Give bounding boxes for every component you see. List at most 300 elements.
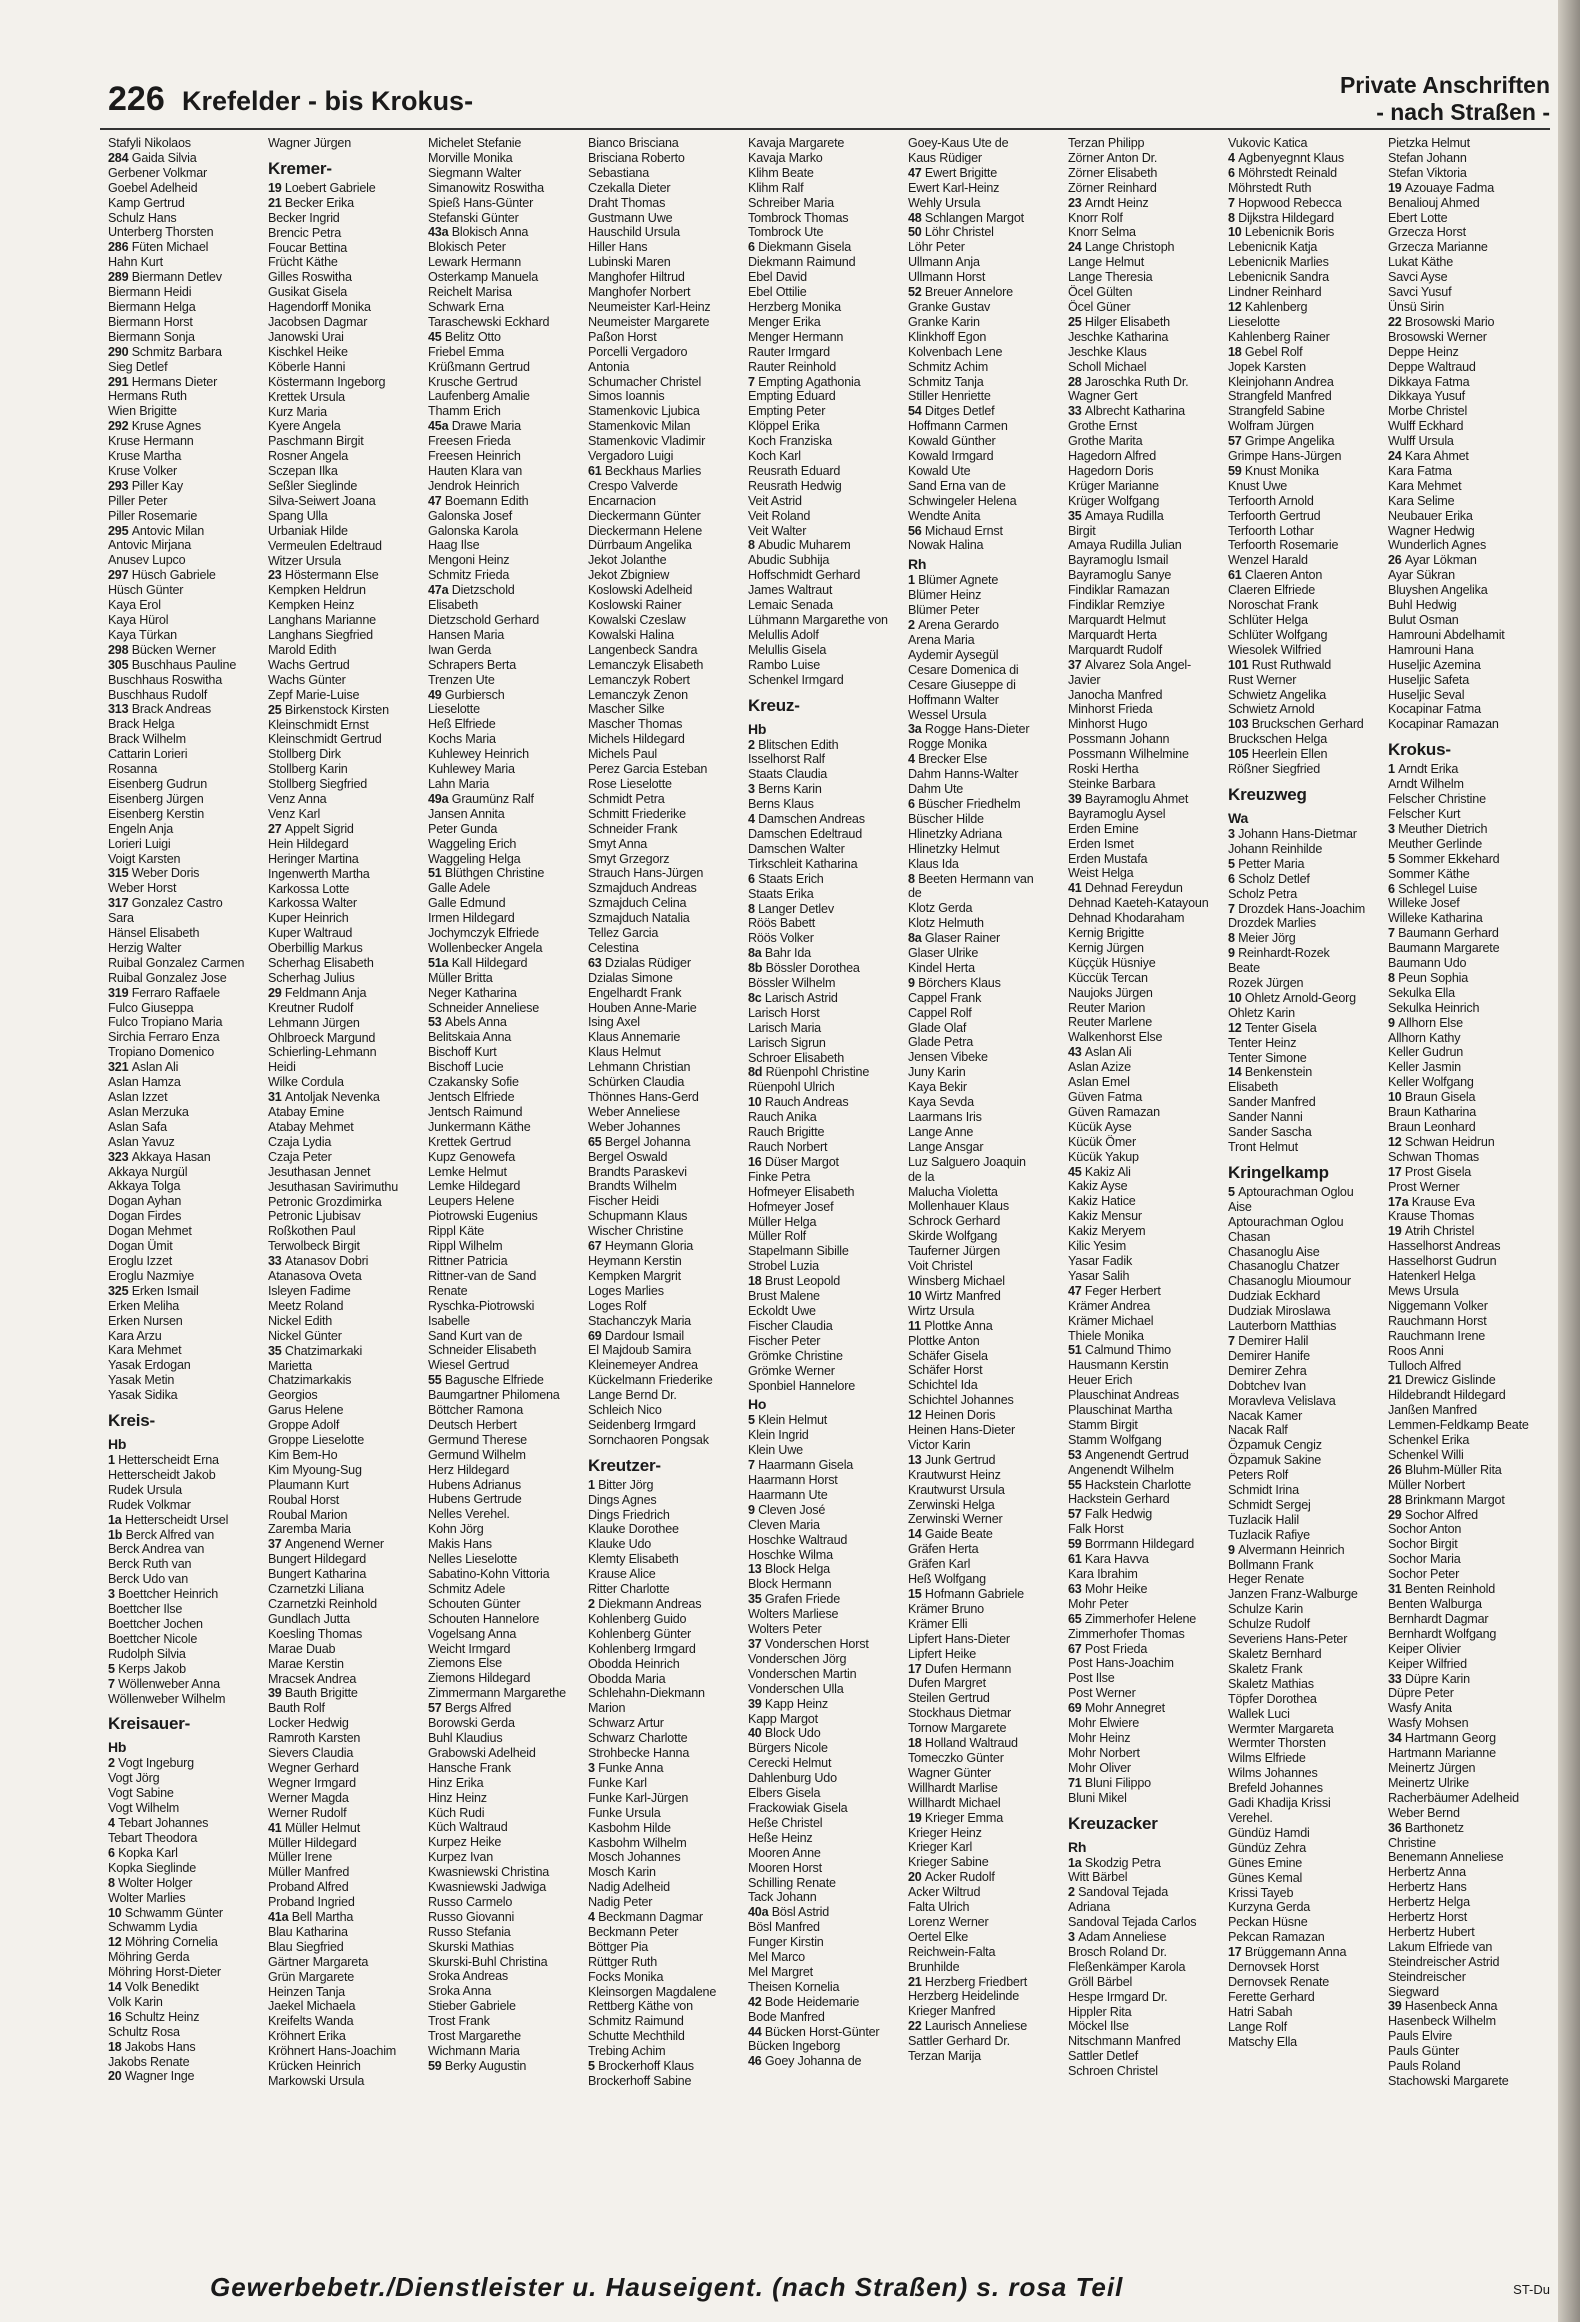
- resident-entry: 323 Akkaya Hasan: [108, 1149, 211, 1164]
- resident-entry: Terwolbeck Birgit: [268, 1239, 360, 1254]
- resident-entry: Röös Volker: [748, 931, 814, 946]
- resident-entry: Schleich Nico: [588, 1403, 662, 1418]
- resident-entry: Sander Nanni: [1228, 1110, 1303, 1125]
- resident-entry: 21 Herzberg Friedbert: [908, 1974, 1028, 1989]
- resident-entry: Yasar Salih: [1068, 1268, 1130, 1283]
- resident-entry: Kempken Heldrun: [268, 583, 366, 598]
- resident-entry: Schneider Anneliese: [428, 1000, 540, 1015]
- resident-entry: Erken Nursen: [108, 1313, 183, 1328]
- resident-entry: 39 Bayramoglu Ahmet: [1068, 791, 1189, 806]
- resident-entry: Langhans Marianne: [268, 613, 376, 628]
- resident-entry: Pietzka Helmut: [1388, 136, 1470, 150]
- resident-entry: Kröhnert Erika: [268, 2029, 346, 2044]
- resident-entry: Noroschat Frank: [1228, 598, 1319, 613]
- resident-entry: Jekot Zbigniew: [588, 568, 670, 583]
- resident-entry: Mracsek Andrea: [268, 1671, 357, 1686]
- resident-entry: Oertel Elke: [908, 1929, 969, 1944]
- resident-entry: Möckel Ilse: [1068, 2019, 1129, 2034]
- resident-entry: 20 Wagner Inge: [108, 2069, 195, 2084]
- resident-entry: Schäfer Gisela: [908, 1348, 988, 1363]
- resident-entry: Iwan Gerda: [428, 642, 492, 657]
- resident-entry: Bluni Mikel: [1068, 1790, 1127, 1805]
- resident-entry: Kim Bem-Ho: [268, 1447, 338, 1462]
- resident-entry: Marquardt Herta: [1068, 627, 1157, 642]
- resident-entry: Moravleva Velislava: [1228, 1393, 1336, 1408]
- resident-entry: Kocapinar Ramazan: [1388, 717, 1499, 732]
- resident-entry: Düpre Peter: [1388, 1686, 1454, 1701]
- resident-entry: Nelles Lieselotte: [428, 1552, 518, 1567]
- resident-entry: Waggeling Helga: [428, 851, 521, 866]
- section-title-line1: Private Anschriften: [1339, 72, 1550, 98]
- resident-entry: Mosch Karin: [588, 1865, 656, 1880]
- resident-entry: 56 Michaud Ernst: [908, 523, 1003, 538]
- resident-entry: Scholz Petra: [1228, 886, 1297, 901]
- resident-entry: Wachs Günter: [268, 672, 346, 687]
- resident-entry: Hasenbeck Wilhelm: [1388, 2014, 1496, 2029]
- resident-entry: Brandts Paraskevi: [588, 1164, 687, 1179]
- resident-entry: Wegner Irmgard: [268, 1775, 356, 1790]
- resident-entry: Loges Rolf: [588, 1298, 647, 1313]
- resident-entry: Gräfen Herta: [908, 1542, 979, 1557]
- resident-entry: Stamenkovic Vladimir: [588, 434, 706, 449]
- resident-entry: Erden Emine: [1068, 821, 1139, 836]
- resident-entry: 36 Barthonetz: [1388, 1820, 1464, 1835]
- resident-entry: Langenbeck Sandra: [588, 642, 698, 657]
- resident-entry: Grzecza Horst: [1388, 225, 1466, 240]
- resident-entry: Mews Ursula: [1388, 1283, 1459, 1298]
- resident-entry: Terzan Philipp: [1068, 136, 1145, 150]
- resident-entry: Bayramoglu Ismail: [1068, 553, 1169, 568]
- resident-entry: 13 Junk Gertrud: [908, 1452, 996, 1467]
- resident-entry: Birgit: [1068, 523, 1096, 538]
- resident-entry: Sander Manfred: [1228, 1095, 1316, 1110]
- resident-entry: 12 Kahlenberg: [1228, 299, 1308, 314]
- resident-entry: 6 Schlegel Luise: [1388, 881, 1478, 896]
- resident-entry: Bergel Oswald: [588, 1149, 668, 1164]
- resident-entry: Schlüter Wolfgang: [1228, 627, 1328, 642]
- resident-entry: 37 Vonderschen Horst: [748, 1637, 869, 1651]
- resident-entry: 39 Kapp Heinz: [748, 1696, 829, 1711]
- resident-entry: Elisabeth: [1228, 1080, 1279, 1095]
- resident-entry: Dogan Firdes: [108, 1209, 182, 1224]
- resident-entry: Lange Theresia: [1068, 270, 1153, 285]
- resident-entry: Sand Erna van de: [908, 478, 1006, 493]
- resident-entry: Benemann Anneliese: [1388, 1850, 1504, 1865]
- resident-entry: Grothe Ernst: [1068, 419, 1137, 434]
- district-code: Ho: [748, 1396, 767, 1413]
- column-8: [1228, 136, 1388, 2246]
- resident-entry: Nadig Peter: [588, 1895, 653, 1910]
- resident-entry: Bischoff Kurt: [428, 1045, 497, 1060]
- resident-entry: Buhl Klaudius: [428, 1730, 503, 1745]
- resident-entry: Wolters Marliese: [748, 1607, 839, 1622]
- resident-entry: Mohr Oliver: [1068, 1760, 1131, 1775]
- resident-entry: Baumann Udo: [1388, 956, 1467, 971]
- resident-entry: Sponbiel Hannelore: [748, 1378, 856, 1393]
- resident-entry: Kleinschmidt Ernst: [268, 717, 369, 732]
- resident-entry: Wagner Günter: [908, 1765, 992, 1780]
- resident-entry: Scholl Michael: [1068, 359, 1147, 374]
- resident-entry: Menger Erika: [748, 314, 821, 329]
- resident-entry: 6 Diekmann Gisela: [748, 240, 852, 255]
- resident-entry: James Waltraut: [748, 583, 833, 598]
- resident-entry: Aydemir Aysegül: [908, 647, 999, 662]
- resident-entry: Marae Kerstin: [268, 1656, 344, 1671]
- resident-entry: Wolters Peter: [748, 1622, 822, 1637]
- resident-entry: Tebart Theodora: [108, 1830, 198, 1845]
- resident-entry: Akkaya Nurgül: [108, 1164, 188, 1179]
- resident-entry: Schäfer Horst: [908, 1363, 983, 1378]
- district-code: Hb: [108, 1739, 127, 1756]
- resident-entry: Boettcher Nicole: [108, 1631, 198, 1646]
- resident-entry: Klotz Helmuth: [908, 916, 984, 931]
- resident-entry: Funke Ursula: [588, 1805, 661, 1820]
- resident-entry: Willeke Katharina: [1388, 911, 1483, 926]
- resident-entry: Isabelle: [428, 1313, 470, 1328]
- resident-entry: Kakiz Mensur: [1068, 1209, 1142, 1224]
- resident-entry: Kindel Herta: [908, 960, 975, 975]
- resident-entry: 290 Schmitz Barbara: [108, 344, 222, 359]
- resident-entry: Boettcher Ilse: [108, 1602, 183, 1617]
- resident-entry: Acker Wiltrud: [908, 1885, 981, 1900]
- column-5: [748, 136, 908, 2246]
- resident-entry: Schwark Erna: [428, 299, 504, 314]
- resident-entry: Stafyli Nikolaos: [108, 136, 191, 150]
- resident-entry: Heuer Erich: [1068, 1373, 1133, 1388]
- resident-entry: Jentsch Raimund: [428, 1104, 523, 1119]
- resident-entry: Larisch Maria: [748, 1020, 821, 1035]
- column-2: [268, 136, 428, 2246]
- resident-entry: Morbe Christel: [1388, 404, 1468, 419]
- resident-entry: Kavaja Marko: [748, 150, 823, 165]
- resident-entry: Possmann Johann: [1068, 732, 1170, 747]
- resident-entry: Sand Kurt van de: [428, 1328, 523, 1343]
- resident-entry: Krämer Michael: [1068, 1313, 1154, 1328]
- resident-entry: Klein Uwe: [748, 1443, 803, 1458]
- resident-entry: Cattarin Lorieri: [108, 747, 188, 762]
- resident-entry: Gräfen Karl: [908, 1557, 971, 1572]
- resident-entry: Oberbillig Markus: [268, 941, 363, 956]
- resident-entry: Knorr Selma: [1068, 225, 1136, 240]
- resident-entry: Deutsch Herbert: [428, 1417, 517, 1432]
- footer-note: Gewerbebetr./Dienstleister u. Hauseigent. (nach Straßen) s. rosa Teil: [210, 2272, 1124, 2302]
- resident-entry: 15 Hofmann Gabriele: [908, 1587, 1024, 1601]
- resident-entry: Luz Salguero Joaquin: [908, 1154, 1026, 1169]
- resident-entry: 4 Agbenyegnnt Klaus: [1228, 150, 1344, 165]
- resident-entry: Zerwinski Helga: [908, 1497, 995, 1512]
- resident-entry: Krüßmann Gertrud: [428, 359, 530, 374]
- resident-entry: 17a Krause Eva: [1388, 1194, 1475, 1209]
- resident-entry: Kakiz Ayse: [1068, 1179, 1128, 1194]
- resident-entry: Finke Petra: [748, 1169, 811, 1184]
- resident-entry: Schneider Frank: [588, 821, 678, 836]
- resident-entry: 65 Bergel Johanna: [588, 1134, 691, 1149]
- street-heading: Krokus-: [1388, 740, 1451, 760]
- resident-entry: Piotrowski Eugenius: [428, 1209, 538, 1224]
- resident-entry: Dings Agnes: [588, 1492, 657, 1507]
- resident-entry: Haag Ilse: [428, 538, 480, 553]
- district-code: Hb: [108, 1436, 127, 1453]
- resident-entry: Sieg Detlef: [108, 359, 168, 374]
- resident-entry: Kilic Yesim: [1068, 1239, 1126, 1254]
- resident-entry: Szmajduch Natalia: [588, 911, 690, 926]
- resident-entry: Terfoorth Arnold: [1228, 493, 1314, 508]
- resident-entry: Venz Karl: [268, 806, 321, 821]
- resident-entry: 2 Arena Gerardo: [908, 618, 999, 633]
- resident-entry: Siegmann Walter: [428, 165, 522, 180]
- resident-entry: Dufen Margret: [908, 1676, 986, 1691]
- resident-entry: 12 Tenter Gisela: [1228, 1020, 1317, 1035]
- resident-entry: Schenkel Erika: [1388, 1433, 1470, 1448]
- resident-entry: 69 Dardour Ismail: [588, 1328, 685, 1343]
- resident-entry: Baumgartner Philomena: [428, 1388, 560, 1403]
- resident-entry: Gilles Roswitha: [268, 270, 352, 285]
- resident-entry: 21 Becker Erika: [268, 195, 354, 210]
- resident-entry: Bücken Ingeborg: [748, 2039, 841, 2054]
- resident-entry: Schouten Günter: [428, 1596, 521, 1611]
- resident-entry: 26 Ayar Lökman: [1388, 553, 1477, 568]
- resident-entry: Köberle Hanni: [268, 359, 346, 374]
- resident-entry: 12 Schwan Heidrun: [1388, 1134, 1495, 1149]
- resident-entry: Janzen Franz-Walburge: [1228, 1587, 1358, 1602]
- resident-entry: 8b Bössler Dorothea: [748, 961, 860, 976]
- resident-entry: Krautwurst Heinz: [908, 1467, 1001, 1482]
- resident-entry: 45a Drawe Maria: [428, 419, 521, 434]
- resident-entry: Celestina: [588, 940, 639, 955]
- resident-entry: 10 Rauch Andreas: [748, 1095, 849, 1110]
- resident-entry: Schulz Hans: [108, 210, 177, 225]
- resident-entry: Ewert Karl-Heinz: [908, 180, 1000, 195]
- resident-entry: Huseljic Azemina: [1388, 657, 1481, 672]
- resident-entry: Benaliouj Ahmed: [1388, 195, 1480, 210]
- resident-entry: Weber Horst: [108, 881, 177, 896]
- resident-entry: Russo Giovanni: [428, 1909, 515, 1924]
- resident-entry: Wöllenweber Wilhelm: [108, 1691, 226, 1706]
- resident-entry: 6 Büscher Friedhelm: [908, 796, 1021, 811]
- resident-entry: Rozek Jürgen: [1228, 976, 1304, 991]
- resident-entry: Rittner Patricia: [428, 1253, 508, 1268]
- resident-entry: Porcelli Vergadoro: [588, 344, 688, 359]
- resident-entry: Hippler Rita: [1068, 2004, 1132, 2019]
- resident-entry: Bungert Katharina: [268, 1567, 367, 1582]
- resident-entry: 24 Kara Ahmet: [1388, 449, 1469, 464]
- resident-entry: Waggeling Erich: [428, 836, 517, 851]
- resident-entry: Rust Werner: [1228, 672, 1297, 687]
- resident-entry: 7 Haarmann Gisela: [748, 1458, 854, 1473]
- resident-entry: Wischer Christine: [588, 1224, 684, 1239]
- resident-entry: Czakansky Sofie: [428, 1075, 519, 1090]
- resident-entry: Hagedorn Alfred: [1068, 449, 1157, 464]
- resident-entry: Wien Brigitte: [108, 404, 177, 419]
- resident-entry: Sekulka Ella: [1388, 985, 1455, 1000]
- resident-entry: Aslan Emel: [1068, 1075, 1130, 1090]
- resident-entry: Mooren Anne: [748, 1845, 821, 1860]
- resident-entry: Peter Gunda: [428, 821, 498, 836]
- resident-entry: Kochs Maria: [428, 732, 496, 747]
- resident-entry: Dzialas Simone: [588, 970, 673, 985]
- resident-entry: 29 Sochor Alfred: [1388, 1507, 1478, 1522]
- resident-entry: Manghofer Hiltrud: [588, 270, 685, 285]
- resident-entry: Wegner Gerhard: [268, 1760, 359, 1775]
- resident-entry: Vermeulen Edeltraud: [268, 538, 382, 553]
- resident-entry: Schroen Christel: [1068, 2064, 1158, 2079]
- resident-entry: Dernovsek Renate: [1228, 1974, 1330, 1989]
- resident-entry: 9 Allhorn Else: [1388, 1015, 1463, 1030]
- resident-entry: Malucha Violetta: [908, 1184, 998, 1199]
- resident-entry: Kleinschmidt Gertrud: [268, 732, 382, 747]
- resident-entry: Kocapinar Fatma: [1388, 702, 1481, 717]
- resident-entry: 51 Blüthgen Christine: [428, 866, 545, 881]
- resident-entry: Koch Karl: [748, 449, 801, 464]
- resident-entry: Zerwinski Werner: [908, 1512, 1003, 1527]
- resident-entry: Brosch Roland Dr.: [1068, 1944, 1167, 1959]
- resident-entry: Bürgers Nicole: [748, 1741, 828, 1756]
- resident-entry: Trebing Achim: [588, 2044, 666, 2059]
- resident-entry: 16 Schultz Heinz: [108, 2009, 200, 2024]
- resident-entry: Heger Renate: [1228, 1572, 1305, 1587]
- resident-entry: Felscher Christine: [1388, 792, 1486, 807]
- resident-entry: Eroglu Nazmiye: [108, 1268, 195, 1283]
- resident-entry: Kücük Ömer: [1068, 1134, 1136, 1149]
- resident-entry: Renate: [428, 1283, 468, 1298]
- resident-entry: Witt Bärbel: [1068, 1870, 1128, 1885]
- resident-entry: Kwasniewski Jadwiga: [428, 1880, 546, 1895]
- resident-entry: Hofmeyer Elisabeth: [748, 1184, 855, 1199]
- resident-entry: Larisch Sigrun: [748, 1035, 826, 1050]
- resident-entry: Langhans Siegfried: [268, 628, 373, 643]
- resident-entry: Hoffmann Carmen: [908, 419, 1008, 434]
- resident-entry: Kavaja Margarete: [748, 136, 845, 150]
- resident-entry: 25 Hilger Elisabeth: [1068, 314, 1170, 329]
- resident-entry: Jeschke Klaus: [1068, 344, 1147, 359]
- resident-entry: Bollmann Frank: [1228, 1557, 1314, 1572]
- resident-entry: Ryschka-Piotrowski: [428, 1298, 535, 1313]
- resident-entry: Wachs Gertrud: [268, 657, 350, 672]
- resident-entry: Gündüz Hamdi: [1228, 1825, 1310, 1840]
- resident-entry: 53 Angenendt Gertrud: [1068, 1447, 1189, 1462]
- resident-entry: Kurpez Ivan: [428, 1850, 494, 1865]
- resident-entry: Klaus Helmut: [588, 1045, 661, 1060]
- resident-entry: Lakum Elfriede van: [1388, 1939, 1493, 1954]
- resident-entry: Keller Gudrun: [1388, 1045, 1464, 1060]
- resident-entry: 31 Antoljak Nevenka: [268, 1090, 380, 1105]
- resident-entry: Veit Roland: [748, 508, 811, 523]
- resident-entry: Kakiz Meryem: [1068, 1224, 1146, 1239]
- resident-entry: Zimmermann Margarethe: [428, 1686, 566, 1701]
- resident-entry: Tellez Garcia: [588, 926, 659, 941]
- resident-entry: Elisabeth: [428, 598, 479, 613]
- resident-entry: Jopek Karsten: [1228, 359, 1306, 374]
- resident-entry: Allhorn Kathy: [1388, 1030, 1461, 1045]
- resident-entry: Akkaya Tolga: [108, 1179, 181, 1194]
- resident-entry: Keller Jasmin: [1388, 1060, 1461, 1075]
- resident-entry: 291 Hermans Dieter: [108, 374, 218, 389]
- resident-entry: Block Hermann: [748, 1577, 832, 1592]
- resident-entry: Johann Reinhilde: [1228, 841, 1323, 856]
- resident-entry: Makis Hans: [428, 1537, 492, 1552]
- resident-entry: Kurpez Heike: [428, 1835, 502, 1850]
- resident-entry: 39 Hasenbeck Anna: [1388, 1999, 1498, 2014]
- resident-entry: Ising Axel: [588, 1015, 640, 1030]
- resident-entry: Kaya Türkan: [108, 627, 177, 642]
- resident-entry: Rose Lieselotte: [588, 776, 672, 791]
- resident-entry: 17 Prost Gisela: [1388, 1164, 1472, 1179]
- resident-entry: Zepf Marie-Luise: [268, 687, 360, 702]
- resident-entry: Eisenberg Kerstin: [108, 806, 205, 821]
- resident-entry: 41 Dehnad Fereydun: [1068, 881, 1183, 896]
- resident-entry: Jesuthasan Jennet: [268, 1164, 371, 1179]
- resident-entry: Strangfeld Manfred: [1228, 389, 1332, 404]
- resident-entry: Küççük Hüsniye: [1068, 955, 1156, 970]
- resident-entry: Heymann Kerstin: [588, 1253, 682, 1268]
- resident-entry: Eroglu Izzet: [108, 1253, 173, 1268]
- resident-entry: Bernhardt Dagmar: [1388, 1611, 1489, 1626]
- resident-entry: Terzan Marija: [908, 2049, 981, 2064]
- resident-entry: Sabatino-Kohn Vittoria: [428, 1567, 550, 1581]
- resident-entry: 63 Dzialas Rüdiger: [588, 955, 691, 970]
- resident-entry: Funke Karl-Jürgen: [588, 1790, 689, 1805]
- listing-columns: [108, 136, 1548, 2246]
- resident-entry: Pauls Günter: [1388, 2044, 1460, 2059]
- resident-entry: 12 Heinen Doris: [908, 1408, 996, 1423]
- resident-entry: Krüger Wolfgang: [1068, 493, 1160, 508]
- resident-entry: Schlehahn-Diekmann: [588, 1686, 705, 1701]
- district-code: Hb: [748, 720, 767, 737]
- resident-entry: Dogan Mehmet: [108, 1224, 192, 1239]
- resident-entry: Kara Ibrahim: [1068, 1567, 1138, 1581]
- resident-entry: Chatzimarkakis: [268, 1373, 352, 1388]
- resident-entry: Klaus Ida: [908, 856, 959, 871]
- resident-entry: Lemmen-Feldkamp Beate: [1388, 1418, 1529, 1433]
- resident-entry: 8 Peun Sophia: [1388, 970, 1469, 985]
- resident-entry: 25 Birkenstock Kirsten: [268, 702, 389, 717]
- resident-entry: Mosch Johannes: [588, 1850, 681, 1865]
- page-number: 226: [108, 80, 165, 118]
- resident-entry: Stamenkovic Milan: [588, 419, 691, 434]
- resident-entry: Janßen Manfred: [1388, 1403, 1477, 1418]
- resident-entry: 18 Gebel Rolf: [1228, 344, 1303, 359]
- resident-entry: 8a Bahr Ida: [748, 946, 811, 961]
- resident-entry: Herzig Walter: [108, 940, 182, 955]
- resident-entry: Fischer Claudia: [748, 1318, 833, 1333]
- resident-entry: Plauschinat Andreas: [1068, 1388, 1180, 1403]
- resident-entry: Rauter Reinhold: [748, 359, 837, 374]
- resident-entry: Cappel Rolf: [908, 1005, 972, 1020]
- resident-entry: Özpamuk Sakine: [1228, 1453, 1322, 1468]
- resident-entry: Eisenberg Gudrun: [108, 776, 208, 791]
- resident-entry: Janocha Manfred: [1068, 687, 1163, 702]
- resident-entry: Falta Ulrich: [908, 1900, 970, 1915]
- resident-entry: 57 Bergs Alfred: [428, 1701, 512, 1716]
- resident-entry: Hubens Adrianus: [428, 1477, 521, 1492]
- resident-entry: Fischer Heidi: [588, 1194, 659, 1209]
- resident-entry: Post Ilse: [1068, 1671, 1115, 1686]
- resident-entry: Voit Christel: [908, 1259, 973, 1274]
- resident-entry: Krusche Gertrud: [428, 374, 518, 389]
- resident-entry: Schroer Elisabeth: [748, 1050, 845, 1065]
- resident-entry: Wendte Anita: [908, 508, 981, 523]
- resident-entry: Sczepan Ilka: [268, 464, 338, 479]
- resident-entry: 63 Mohr Heike: [1068, 1581, 1148, 1596]
- resident-entry: Wirtz Ursula: [908, 1303, 975, 1318]
- resident-entry: 6 Scholz Detlef: [1228, 871, 1310, 886]
- resident-entry: 8d Rüenpohl Christine: [748, 1065, 870, 1080]
- resident-entry: Galle Edmund: [428, 896, 506, 911]
- resident-entry: Bluyshen Angelika: [1388, 583, 1488, 598]
- resident-entry: Jensen Vibeke: [908, 1050, 988, 1065]
- resident-entry: Bungert Hildegard: [268, 1552, 367, 1567]
- resident-entry: Aslan Izzet: [108, 1090, 168, 1104]
